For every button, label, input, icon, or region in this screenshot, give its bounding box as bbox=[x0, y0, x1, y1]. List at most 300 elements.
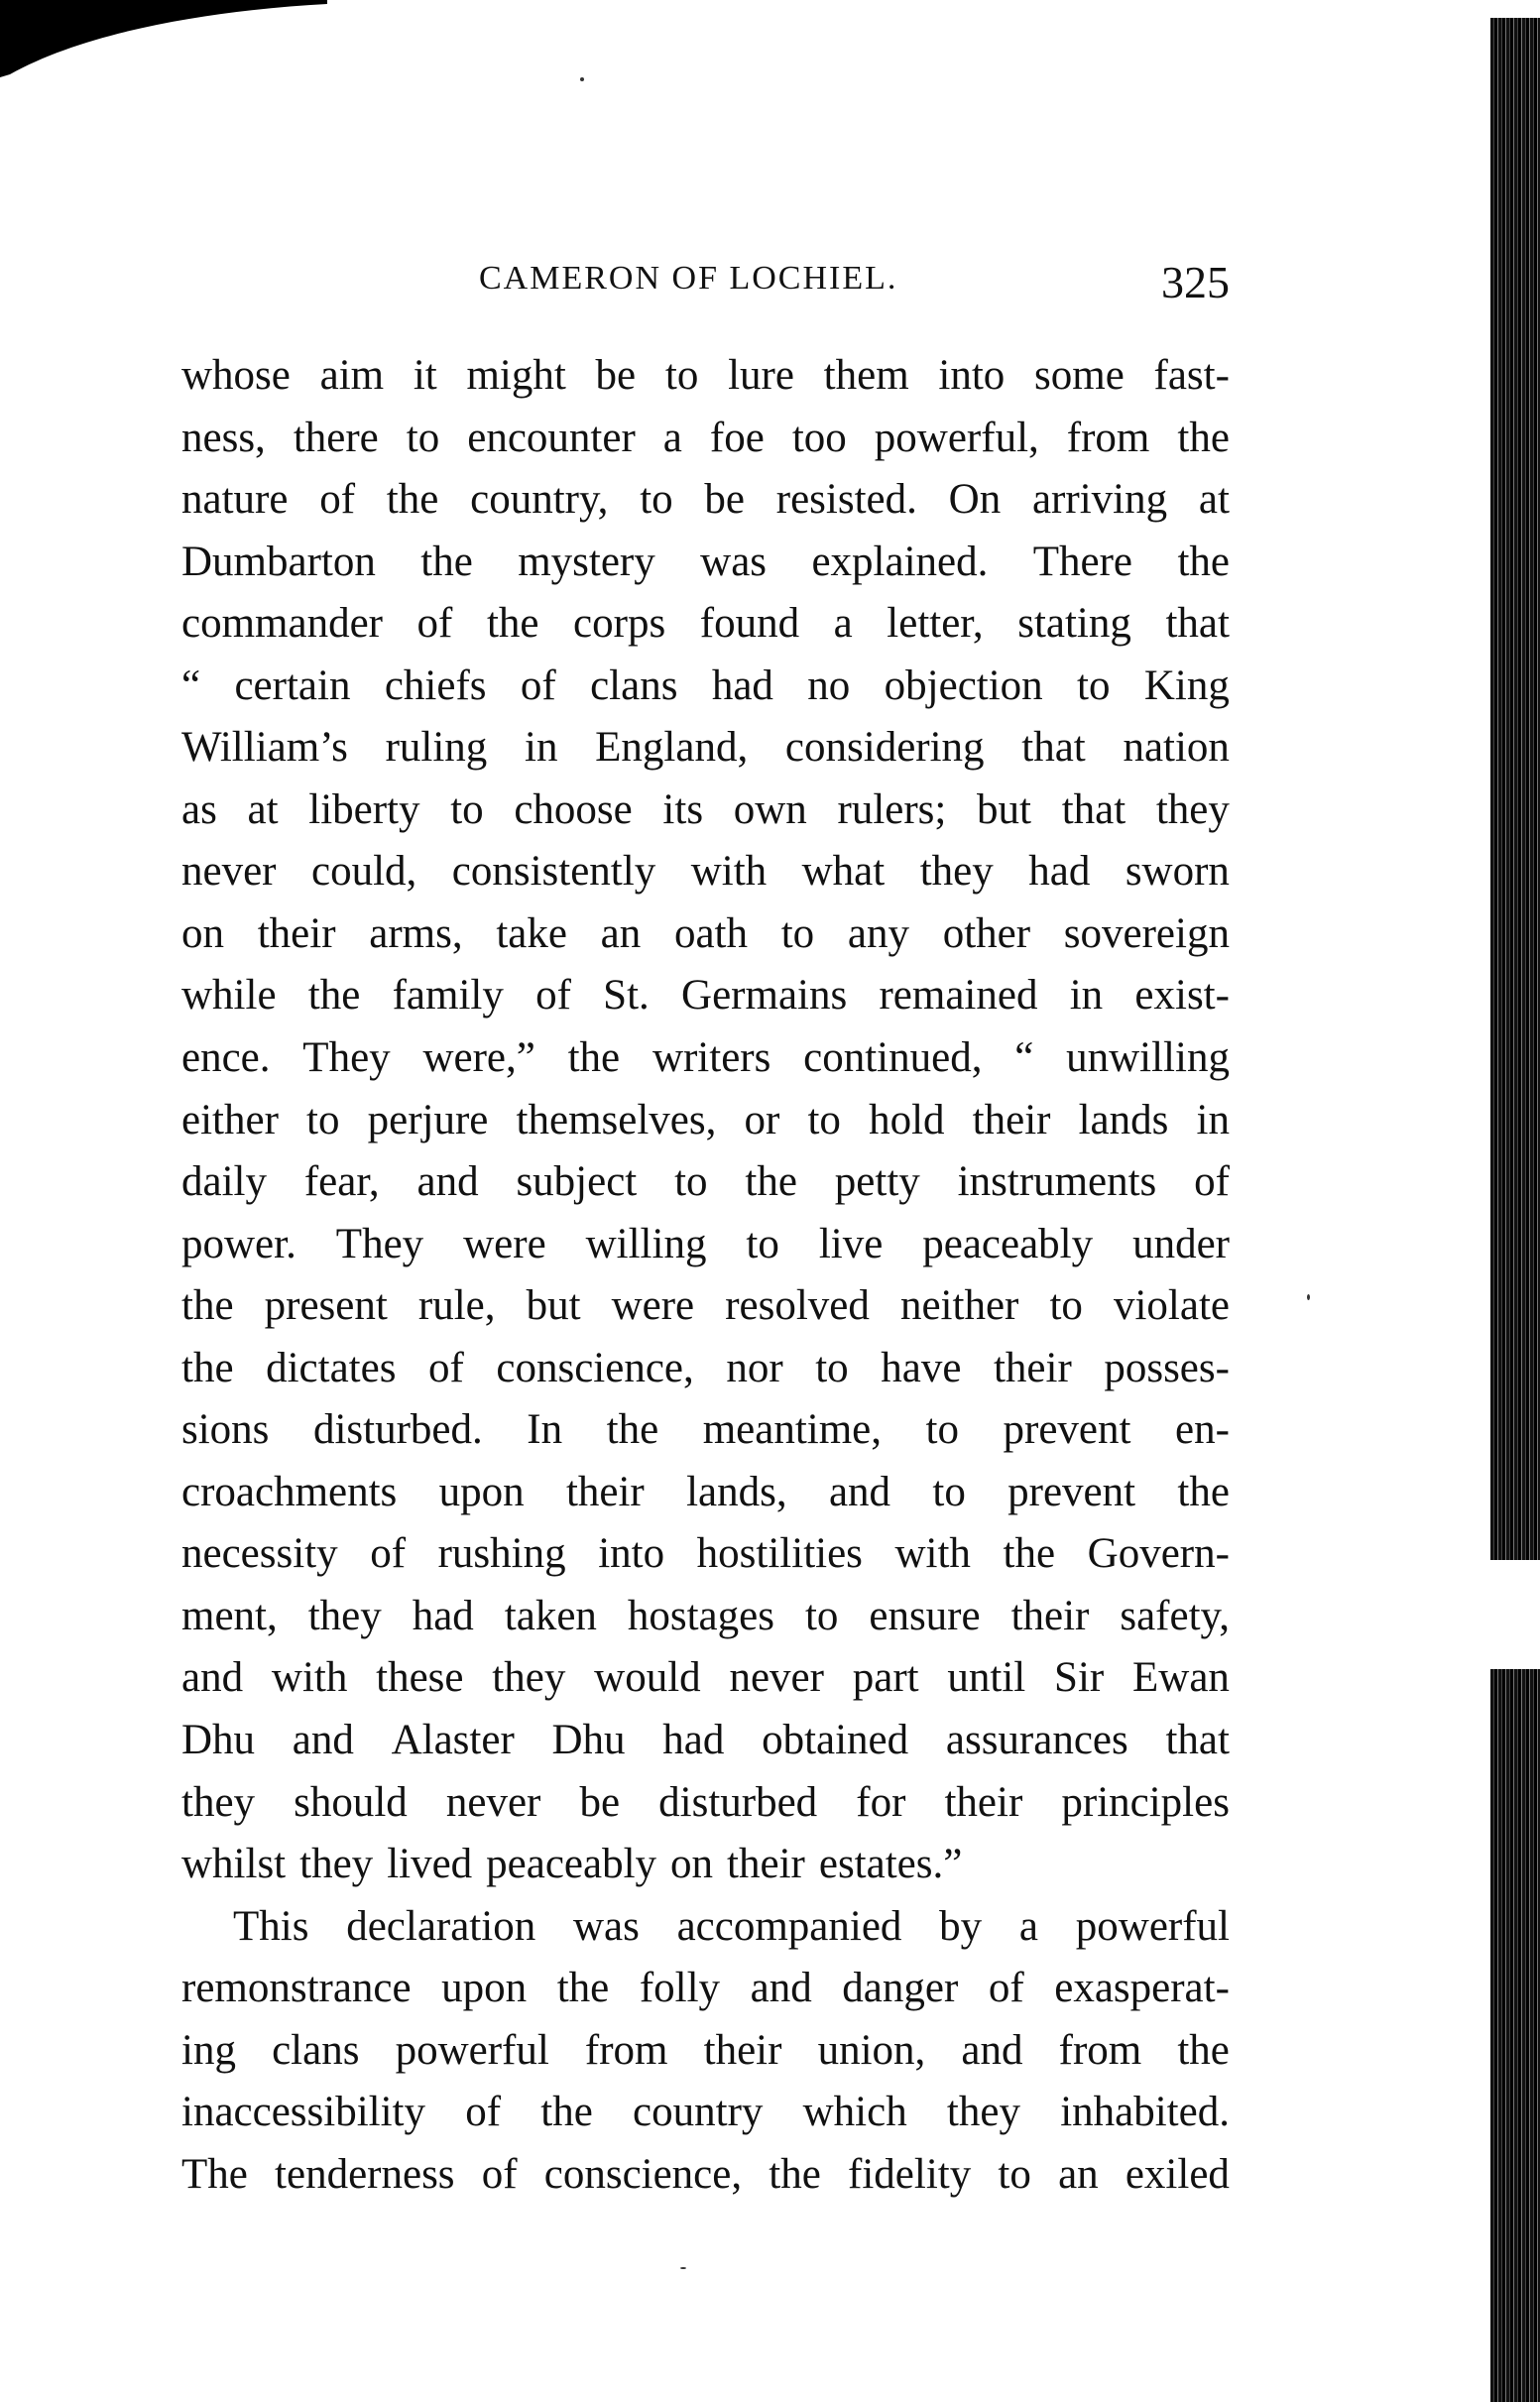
word: some bbox=[1034, 352, 1125, 399]
word: union, bbox=[817, 2026, 926, 2074]
word: disturbed. bbox=[312, 1406, 483, 1454]
word: the bbox=[486, 600, 539, 648]
word: any bbox=[847, 909, 909, 957]
word: chiefs bbox=[384, 661, 487, 709]
word: to bbox=[925, 1406, 959, 1454]
word: resisted. bbox=[775, 476, 917, 524]
text-line bbox=[181, 780, 1230, 842]
word: might bbox=[466, 352, 566, 399]
text-line bbox=[181, 469, 1230, 532]
word: whilst bbox=[181, 1841, 287, 1888]
word: be bbox=[704, 476, 745, 524]
text-line bbox=[181, 656, 1230, 718]
word: of bbox=[416, 600, 453, 648]
text-line bbox=[181, 903, 1230, 966]
word: Govern- bbox=[1087, 1530, 1230, 1578]
word: and bbox=[750, 1965, 812, 2012]
word: that bbox=[1165, 600, 1230, 648]
word: would bbox=[594, 1654, 701, 1702]
word: to bbox=[1077, 661, 1111, 709]
word: nation bbox=[1123, 724, 1230, 772]
word: meantime, bbox=[702, 1406, 883, 1454]
word: exist- bbox=[1134, 972, 1230, 1020]
word: petty bbox=[834, 1158, 920, 1206]
word: they bbox=[492, 1654, 566, 1702]
text-line bbox=[181, 532, 1230, 594]
text-line bbox=[181, 593, 1230, 656]
word: or bbox=[744, 1096, 780, 1143]
word: peaceably bbox=[486, 1841, 657, 1888]
word: daily bbox=[181, 1158, 267, 1206]
word: commander bbox=[181, 600, 383, 648]
word: en- bbox=[1175, 1406, 1230, 1454]
word: the bbox=[1177, 538, 1230, 585]
scan-corner-shadow bbox=[0, 0, 327, 79]
word: Germains bbox=[681, 972, 848, 1020]
word: certain bbox=[234, 661, 351, 709]
word: lands, bbox=[686, 1468, 787, 1515]
word: danger bbox=[842, 1965, 959, 2012]
word: estates.” bbox=[818, 1841, 963, 1888]
word: never bbox=[729, 1654, 824, 1702]
word: which bbox=[802, 2089, 907, 2136]
text-line bbox=[181, 1710, 1230, 1772]
word: had bbox=[1028, 848, 1091, 896]
word: of bbox=[1194, 1158, 1230, 1206]
word: the bbox=[420, 538, 473, 585]
word: unwilling bbox=[1066, 1034, 1230, 1082]
word: live bbox=[818, 1220, 884, 1267]
word: to bbox=[998, 2150, 1031, 2198]
word: and bbox=[292, 1717, 354, 1764]
word: the bbox=[556, 1965, 610, 2012]
word: This bbox=[233, 1902, 309, 1950]
text-line bbox=[181, 1090, 1230, 1152]
word: inaccessibility bbox=[181, 2089, 425, 2136]
word: of bbox=[319, 476, 356, 524]
word: a bbox=[662, 414, 682, 461]
word: exasperat- bbox=[1054, 1965, 1230, 2012]
word: encounter bbox=[467, 414, 636, 461]
word: to bbox=[815, 1344, 849, 1391]
word: and bbox=[961, 2026, 1023, 2074]
word: of bbox=[370, 1530, 407, 1578]
word: had bbox=[412, 1592, 474, 1639]
word: until bbox=[947, 1654, 1026, 1702]
word: “ bbox=[181, 661, 201, 709]
word: Dhu bbox=[181, 1717, 256, 1764]
word: resolved bbox=[725, 1282, 870, 1330]
word: to bbox=[804, 1592, 839, 1639]
word: upon bbox=[438, 1468, 525, 1515]
book-binding-edge bbox=[1490, 18, 1540, 2402]
word: by bbox=[939, 1902, 983, 1950]
word: of bbox=[520, 661, 556, 709]
word: conscience, bbox=[543, 2150, 743, 2198]
word: objection bbox=[884, 661, 1043, 709]
scan-speck bbox=[1307, 1294, 1310, 1300]
word: other bbox=[942, 909, 1031, 957]
word: subject bbox=[516, 1158, 638, 1206]
word: from bbox=[1066, 414, 1150, 461]
word: Ewan bbox=[1132, 1654, 1230, 1702]
word: an bbox=[1058, 2150, 1099, 2198]
text-line bbox=[181, 841, 1230, 903]
word: to bbox=[664, 352, 699, 399]
word: obtained bbox=[762, 1717, 909, 1764]
word: sworn bbox=[1125, 848, 1230, 896]
word: of bbox=[535, 972, 571, 1020]
word: liberty bbox=[308, 785, 420, 833]
word: no bbox=[807, 661, 851, 709]
word: necessity bbox=[181, 1530, 338, 1578]
word: the bbox=[181, 1344, 234, 1391]
word: a bbox=[833, 600, 853, 648]
word: powerful, bbox=[874, 414, 1039, 461]
word: posses- bbox=[1104, 1344, 1230, 1391]
word: croachments bbox=[181, 1468, 398, 1515]
word: were bbox=[463, 1220, 546, 1267]
word: powerful bbox=[395, 2026, 549, 2074]
word: at bbox=[247, 785, 279, 833]
word: there bbox=[293, 414, 379, 461]
word: they bbox=[181, 1778, 256, 1826]
word: fast- bbox=[1153, 352, 1230, 399]
word: William’s bbox=[181, 724, 348, 772]
word: In bbox=[527, 1406, 563, 1454]
body-text bbox=[181, 345, 1230, 2206]
word: instruments bbox=[957, 1158, 1157, 1206]
word: Alaster bbox=[391, 1717, 515, 1764]
word: disturbed bbox=[658, 1778, 818, 1826]
word: hold bbox=[869, 1096, 945, 1143]
word: to bbox=[807, 1096, 841, 1143]
word: had bbox=[711, 661, 773, 709]
text-line bbox=[181, 965, 1230, 1027]
word: was bbox=[700, 538, 768, 585]
word: never bbox=[181, 848, 277, 896]
word: nature bbox=[181, 476, 289, 524]
word: the bbox=[567, 1034, 621, 1082]
text-line bbox=[181, 408, 1230, 470]
word: fear, bbox=[303, 1158, 380, 1206]
word: sions bbox=[181, 1406, 270, 1454]
word: these bbox=[376, 1654, 464, 1702]
word: but bbox=[526, 1282, 581, 1330]
word: a bbox=[1018, 1902, 1039, 1950]
word: to bbox=[450, 785, 484, 833]
word: the bbox=[606, 1406, 659, 1454]
word: themselves, bbox=[516, 1096, 717, 1143]
word: ment, bbox=[181, 1592, 278, 1639]
word: ing bbox=[181, 2026, 236, 2074]
text-line bbox=[181, 1399, 1230, 1462]
page-number: 325 bbox=[1161, 257, 1230, 307]
word: arms, bbox=[369, 909, 463, 957]
word: in bbox=[1069, 972, 1104, 1020]
text-line bbox=[181, 2082, 1230, 2144]
word: with bbox=[690, 848, 768, 896]
word: could, bbox=[310, 848, 417, 896]
word: mystery bbox=[518, 538, 655, 585]
word: the bbox=[1003, 1530, 1056, 1578]
word: found bbox=[699, 600, 800, 648]
word: safety, bbox=[1120, 1592, 1230, 1639]
word: with bbox=[271, 1654, 348, 1702]
word: too bbox=[791, 414, 847, 461]
text-line bbox=[181, 1772, 1230, 1835]
word: were,” bbox=[422, 1034, 535, 1082]
text-line bbox=[181, 1523, 1230, 1586]
word: to bbox=[780, 909, 815, 957]
word: fidelity bbox=[848, 2150, 972, 2198]
word: explained. bbox=[811, 538, 989, 585]
word: prevent bbox=[1007, 1468, 1136, 1515]
text-line bbox=[181, 1275, 1230, 1338]
word: folly bbox=[639, 1965, 721, 2012]
word: rushing bbox=[437, 1530, 566, 1578]
word: their bbox=[703, 2026, 782, 2074]
word: nor bbox=[726, 1344, 783, 1391]
word: consistently bbox=[451, 848, 656, 896]
word: be bbox=[595, 352, 637, 399]
word: Dumbarton bbox=[181, 538, 376, 585]
word: tenderness bbox=[275, 2150, 455, 2198]
text-line bbox=[181, 1834, 1230, 1896]
word: to bbox=[306, 1096, 340, 1143]
word: to bbox=[640, 476, 673, 524]
text-line bbox=[181, 1462, 1230, 1524]
scan-speck bbox=[680, 2267, 686, 2269]
word: be bbox=[579, 1778, 621, 1826]
word: to bbox=[406, 414, 440, 461]
word: dictates bbox=[266, 1344, 397, 1391]
word: while bbox=[181, 972, 277, 1020]
word: prevent bbox=[1003, 1406, 1131, 1454]
word: rulers; bbox=[837, 785, 947, 833]
word: on bbox=[670, 1841, 714, 1888]
word: what bbox=[801, 848, 886, 896]
word: the bbox=[745, 1158, 797, 1206]
word: writers bbox=[652, 1034, 771, 1082]
word: the bbox=[1177, 414, 1230, 461]
word: King bbox=[1143, 661, 1230, 709]
word: principles bbox=[1061, 1778, 1230, 1826]
word: conscience, bbox=[496, 1344, 694, 1391]
word: that bbox=[1061, 785, 1126, 833]
word: The bbox=[181, 2150, 248, 2198]
word: “ bbox=[1014, 1034, 1034, 1082]
word: their bbox=[257, 909, 336, 957]
word: aim bbox=[319, 352, 385, 399]
text-line bbox=[181, 2020, 1230, 2083]
text-line bbox=[181, 345, 1230, 408]
text-line bbox=[181, 1586, 1230, 1648]
text-line bbox=[181, 1338, 1230, 1400]
word: never bbox=[445, 1778, 541, 1826]
word: their bbox=[993, 1344, 1072, 1391]
word: power. bbox=[181, 1220, 296, 1267]
word: the bbox=[1177, 1468, 1230, 1515]
word: to bbox=[674, 1158, 708, 1206]
word: that bbox=[1021, 724, 1086, 772]
word: They bbox=[335, 1220, 424, 1267]
word: the bbox=[540, 2089, 593, 2136]
text-line bbox=[181, 1027, 1230, 1090]
word: an bbox=[600, 909, 642, 957]
word: sovereign bbox=[1063, 909, 1230, 957]
word: clans bbox=[272, 2026, 360, 2074]
word: their bbox=[727, 1841, 805, 1888]
word: lived bbox=[387, 1841, 473, 1888]
word: they bbox=[299, 1841, 374, 1888]
word: the bbox=[1177, 2026, 1230, 2074]
word: remonstrance bbox=[181, 1965, 412, 2012]
word: the bbox=[181, 1282, 234, 1330]
word: assurances bbox=[945, 1717, 1128, 1764]
word: they bbox=[946, 2089, 1020, 2136]
text-line bbox=[181, 2144, 1230, 2207]
word: ness, bbox=[181, 414, 266, 461]
word: continued, bbox=[803, 1034, 983, 1082]
word: they bbox=[919, 848, 994, 896]
word: that bbox=[1165, 1717, 1230, 1764]
word: peaceably bbox=[922, 1220, 1094, 1267]
word: have bbox=[881, 1344, 962, 1391]
word: it bbox=[413, 352, 437, 399]
text-line bbox=[181, 717, 1230, 780]
word: in bbox=[1196, 1096, 1230, 1143]
word: own bbox=[733, 785, 807, 833]
word: choose bbox=[514, 785, 633, 833]
word: of bbox=[481, 2150, 518, 2198]
word: clans bbox=[590, 661, 678, 709]
word: were bbox=[611, 1282, 695, 1330]
word: and bbox=[416, 1158, 479, 1206]
word: part bbox=[852, 1654, 919, 1702]
word: into bbox=[938, 352, 1006, 399]
word: at bbox=[1198, 476, 1230, 524]
word: lure bbox=[728, 352, 794, 399]
word: perjure bbox=[367, 1096, 489, 1143]
word: to bbox=[1049, 1282, 1083, 1330]
word: lands bbox=[1078, 1096, 1169, 1143]
word: ensure bbox=[869, 1592, 981, 1639]
word: either bbox=[181, 1096, 279, 1143]
text-line bbox=[181, 1151, 1230, 1214]
word: for bbox=[856, 1778, 906, 1826]
word: taken bbox=[504, 1592, 597, 1639]
word: willing bbox=[585, 1220, 707, 1267]
word: them bbox=[823, 352, 909, 399]
word: of bbox=[428, 1344, 464, 1391]
word: accompanied bbox=[676, 1902, 902, 1950]
word: their bbox=[944, 1778, 1023, 1826]
word: whose bbox=[181, 352, 291, 399]
word: with bbox=[894, 1530, 971, 1578]
word: country, bbox=[470, 476, 609, 524]
text-line bbox=[181, 1647, 1230, 1710]
word: inhabited. bbox=[1060, 2089, 1230, 2136]
word: its bbox=[662, 785, 704, 833]
word: oath bbox=[673, 909, 749, 957]
word: St. bbox=[603, 972, 650, 1020]
word: violate bbox=[1113, 1282, 1230, 1330]
word: their bbox=[565, 1468, 645, 1515]
text-line bbox=[181, 1214, 1230, 1276]
word: remained bbox=[879, 972, 1038, 1020]
word: upon bbox=[441, 1965, 528, 2012]
word: the bbox=[307, 972, 361, 1020]
word: powerful bbox=[1075, 1902, 1230, 1950]
word: considering bbox=[784, 724, 985, 772]
word: as bbox=[181, 785, 217, 833]
word: and bbox=[181, 1654, 244, 1702]
word: and bbox=[828, 1468, 891, 1515]
word: corps bbox=[573, 600, 666, 648]
text-line bbox=[181, 1958, 1230, 2020]
word: There bbox=[1032, 538, 1133, 585]
word: arriving bbox=[1031, 476, 1168, 524]
word: stating bbox=[1017, 600, 1131, 648]
word: but bbox=[977, 785, 1031, 833]
word: to bbox=[932, 1468, 966, 1515]
word: their bbox=[972, 1096, 1051, 1143]
word: to bbox=[746, 1220, 779, 1267]
word: family bbox=[392, 972, 504, 1020]
word: On bbox=[948, 476, 1002, 524]
word: rule, bbox=[417, 1282, 496, 1330]
word: from bbox=[1058, 2026, 1142, 2074]
word: their bbox=[1010, 1592, 1090, 1639]
word: ruling bbox=[385, 724, 488, 772]
running-head bbox=[181, 257, 1230, 309]
word: Sir bbox=[1054, 1654, 1105, 1702]
word: declaration bbox=[346, 1902, 536, 1950]
word: under bbox=[1132, 1220, 1230, 1267]
word: take bbox=[496, 909, 567, 957]
word: ence. bbox=[181, 1034, 271, 1082]
word: England, bbox=[595, 724, 749, 772]
word: They bbox=[302, 1034, 391, 1082]
scan-speck bbox=[580, 77, 584, 81]
word: should bbox=[294, 1778, 408, 1826]
word: the bbox=[769, 2150, 821, 2198]
word: the bbox=[386, 476, 439, 524]
word: country bbox=[633, 2089, 764, 2136]
word: had bbox=[662, 1717, 725, 1764]
word: they bbox=[1155, 785, 1230, 833]
running-head-title: CAMERON OF LOCHIEL. bbox=[479, 260, 898, 297]
word: present bbox=[264, 1282, 388, 1330]
word: hostages bbox=[627, 1592, 774, 1639]
word: in bbox=[525, 724, 558, 772]
word: hostilities bbox=[696, 1530, 863, 1578]
word: into bbox=[598, 1530, 665, 1578]
word: of bbox=[465, 2089, 502, 2136]
word: neither bbox=[899, 1282, 1019, 1330]
word: exiled bbox=[1125, 2150, 1230, 2198]
word: on bbox=[181, 909, 224, 957]
word: of bbox=[988, 1965, 1024, 2012]
word: from bbox=[584, 2026, 668, 2074]
word: was bbox=[572, 1902, 640, 1950]
word: foe bbox=[709, 414, 765, 461]
text-line bbox=[181, 1896, 1230, 1959]
word: they bbox=[307, 1592, 382, 1639]
word: Dhu bbox=[551, 1717, 626, 1764]
word: letter, bbox=[887, 600, 984, 648]
